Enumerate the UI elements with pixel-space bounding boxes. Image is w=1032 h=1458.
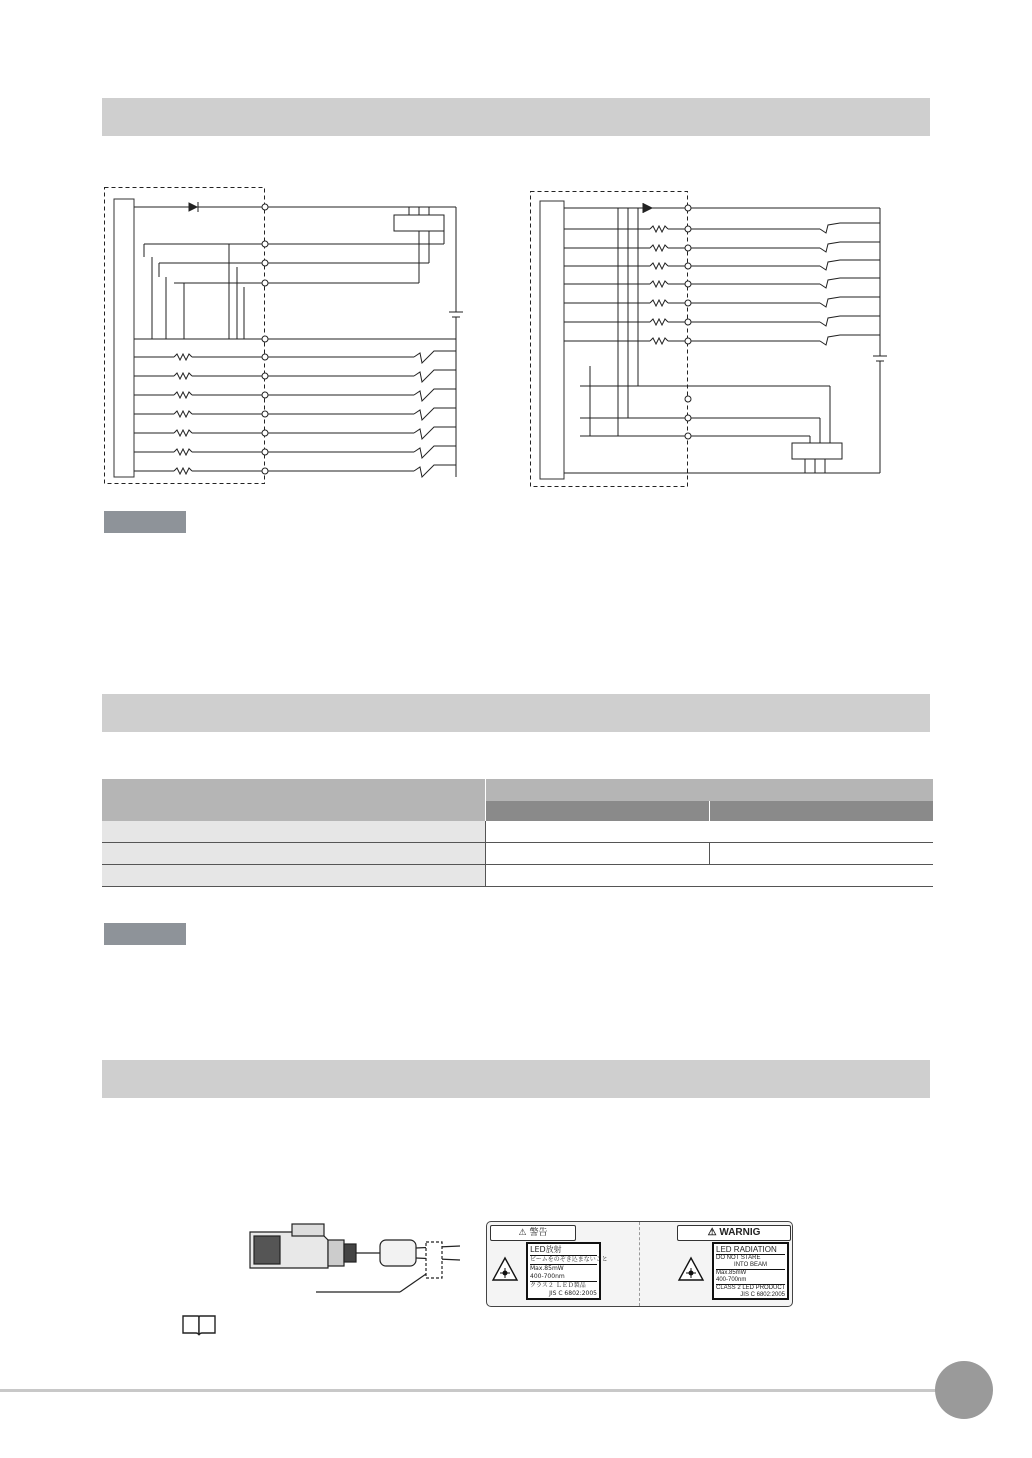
switch <box>414 408 456 420</box>
table-row <box>102 821 933 843</box>
switch <box>414 446 456 458</box>
resistor <box>174 411 192 417</box>
en-header-text: WARNIG <box>719 1227 761 1238</box>
terminal <box>685 319 691 325</box>
en-line1: DO NOT STARE <box>716 1255 761 1261</box>
resistor <box>174 449 192 455</box>
en-line4: CLASS 2 LED PRODUCT <box>716 1285 786 1291</box>
resistor <box>650 226 668 232</box>
footer-rule <box>0 1389 940 1392</box>
jp-label-box <box>526 1242 608 1300</box>
resistor <box>650 338 668 344</box>
switch <box>414 465 456 477</box>
switch <box>414 351 456 363</box>
resistor <box>650 300 668 306</box>
terminal <box>262 468 268 474</box>
switch <box>820 242 880 252</box>
table-header-item <box>102 779 486 821</box>
switch <box>414 370 456 382</box>
switch <box>820 260 880 270</box>
book-icon <box>180 1313 218 1337</box>
row-value <box>486 821 934 843</box>
row-label <box>102 821 486 843</box>
switch <box>414 427 456 439</box>
page-number-badge <box>935 1361 993 1419</box>
resistor <box>650 245 668 251</box>
section-header-2 <box>102 694 930 732</box>
resistor <box>174 392 192 398</box>
switch <box>820 278 880 288</box>
table-header-group <box>486 779 934 801</box>
circuit-diagram-pnp <box>530 191 890 491</box>
row-label <box>102 843 486 865</box>
en-line3: 400-700nm <box>716 1277 785 1285</box>
terminal <box>262 354 268 360</box>
jp-header-text: 警告 <box>529 1228 548 1238</box>
table-row <box>102 843 933 865</box>
resistor <box>174 373 192 379</box>
switch <box>414 389 456 401</box>
spec-table <box>102 779 933 887</box>
en-label-box <box>712 1242 789 1300</box>
switch <box>820 335 880 345</box>
row-value <box>486 865 934 887</box>
section-header-3 <box>102 1060 930 1098</box>
row-value <box>486 843 710 865</box>
en-line5: JIS C 6802:2005 <box>740 1292 785 1298</box>
en-title: LED RADIATION <box>716 1245 785 1255</box>
jp-line4: クラス２ ＬＥＤ製品 <box>530 1282 586 1289</box>
row-value <box>709 843 933 865</box>
laser-hazard-icon <box>677 1256 705 1282</box>
warning-triangle-icon: ⚠ <box>518 1228 527 1238</box>
terminal <box>262 411 268 417</box>
table-row <box>102 865 933 887</box>
resistor <box>650 319 668 325</box>
terminal <box>685 338 691 344</box>
warning-label-panel <box>486 1221 793 1307</box>
jp-line3: 400-700nm <box>530 1273 597 1282</box>
sensor-illustration <box>240 1220 462 1300</box>
jp-title: LED放射 <box>530 1245 597 1256</box>
switch <box>820 297 880 307</box>
terminal <box>262 449 268 455</box>
terminal <box>262 392 268 398</box>
terminal <box>685 263 691 269</box>
switch <box>820 223 880 233</box>
switch <box>820 316 880 326</box>
row-label <box>102 865 486 887</box>
resistor <box>174 430 192 436</box>
resistor <box>650 281 668 287</box>
en-header-box <box>677 1225 791 1241</box>
en-line2: Max.85mW <box>716 1270 747 1276</box>
terminal <box>262 373 268 379</box>
jp-line1: ビームをのぞき込まないこと <box>530 1256 608 1263</box>
en-line1b: INTO BEAM <box>716 1262 785 1270</box>
terminal <box>685 300 691 306</box>
terminal <box>685 226 691 232</box>
terminal <box>685 281 691 287</box>
table-subheader-2 <box>709 801 933 821</box>
warning-triangle-icon: ⚠ <box>707 1227 717 1238</box>
terminal <box>262 430 268 436</box>
jp-header-box <box>490 1225 576 1241</box>
jp-line5: JIS C 6802:2005 <box>549 1290 597 1297</box>
jp-line2: Max.85mW <box>530 1265 564 1272</box>
resistor <box>650 263 668 269</box>
table-subheader-1 <box>486 801 710 821</box>
circuit-diagram-npn <box>104 187 464 487</box>
section-header-1 <box>102 98 930 136</box>
terminal <box>685 245 691 251</box>
label-divider <box>639 1222 640 1306</box>
resistor <box>174 468 192 474</box>
laser-hazard-icon <box>491 1256 519 1282</box>
note-tag-2 <box>104 923 186 945</box>
resistor <box>174 354 192 360</box>
note-tag-1 <box>104 511 186 533</box>
